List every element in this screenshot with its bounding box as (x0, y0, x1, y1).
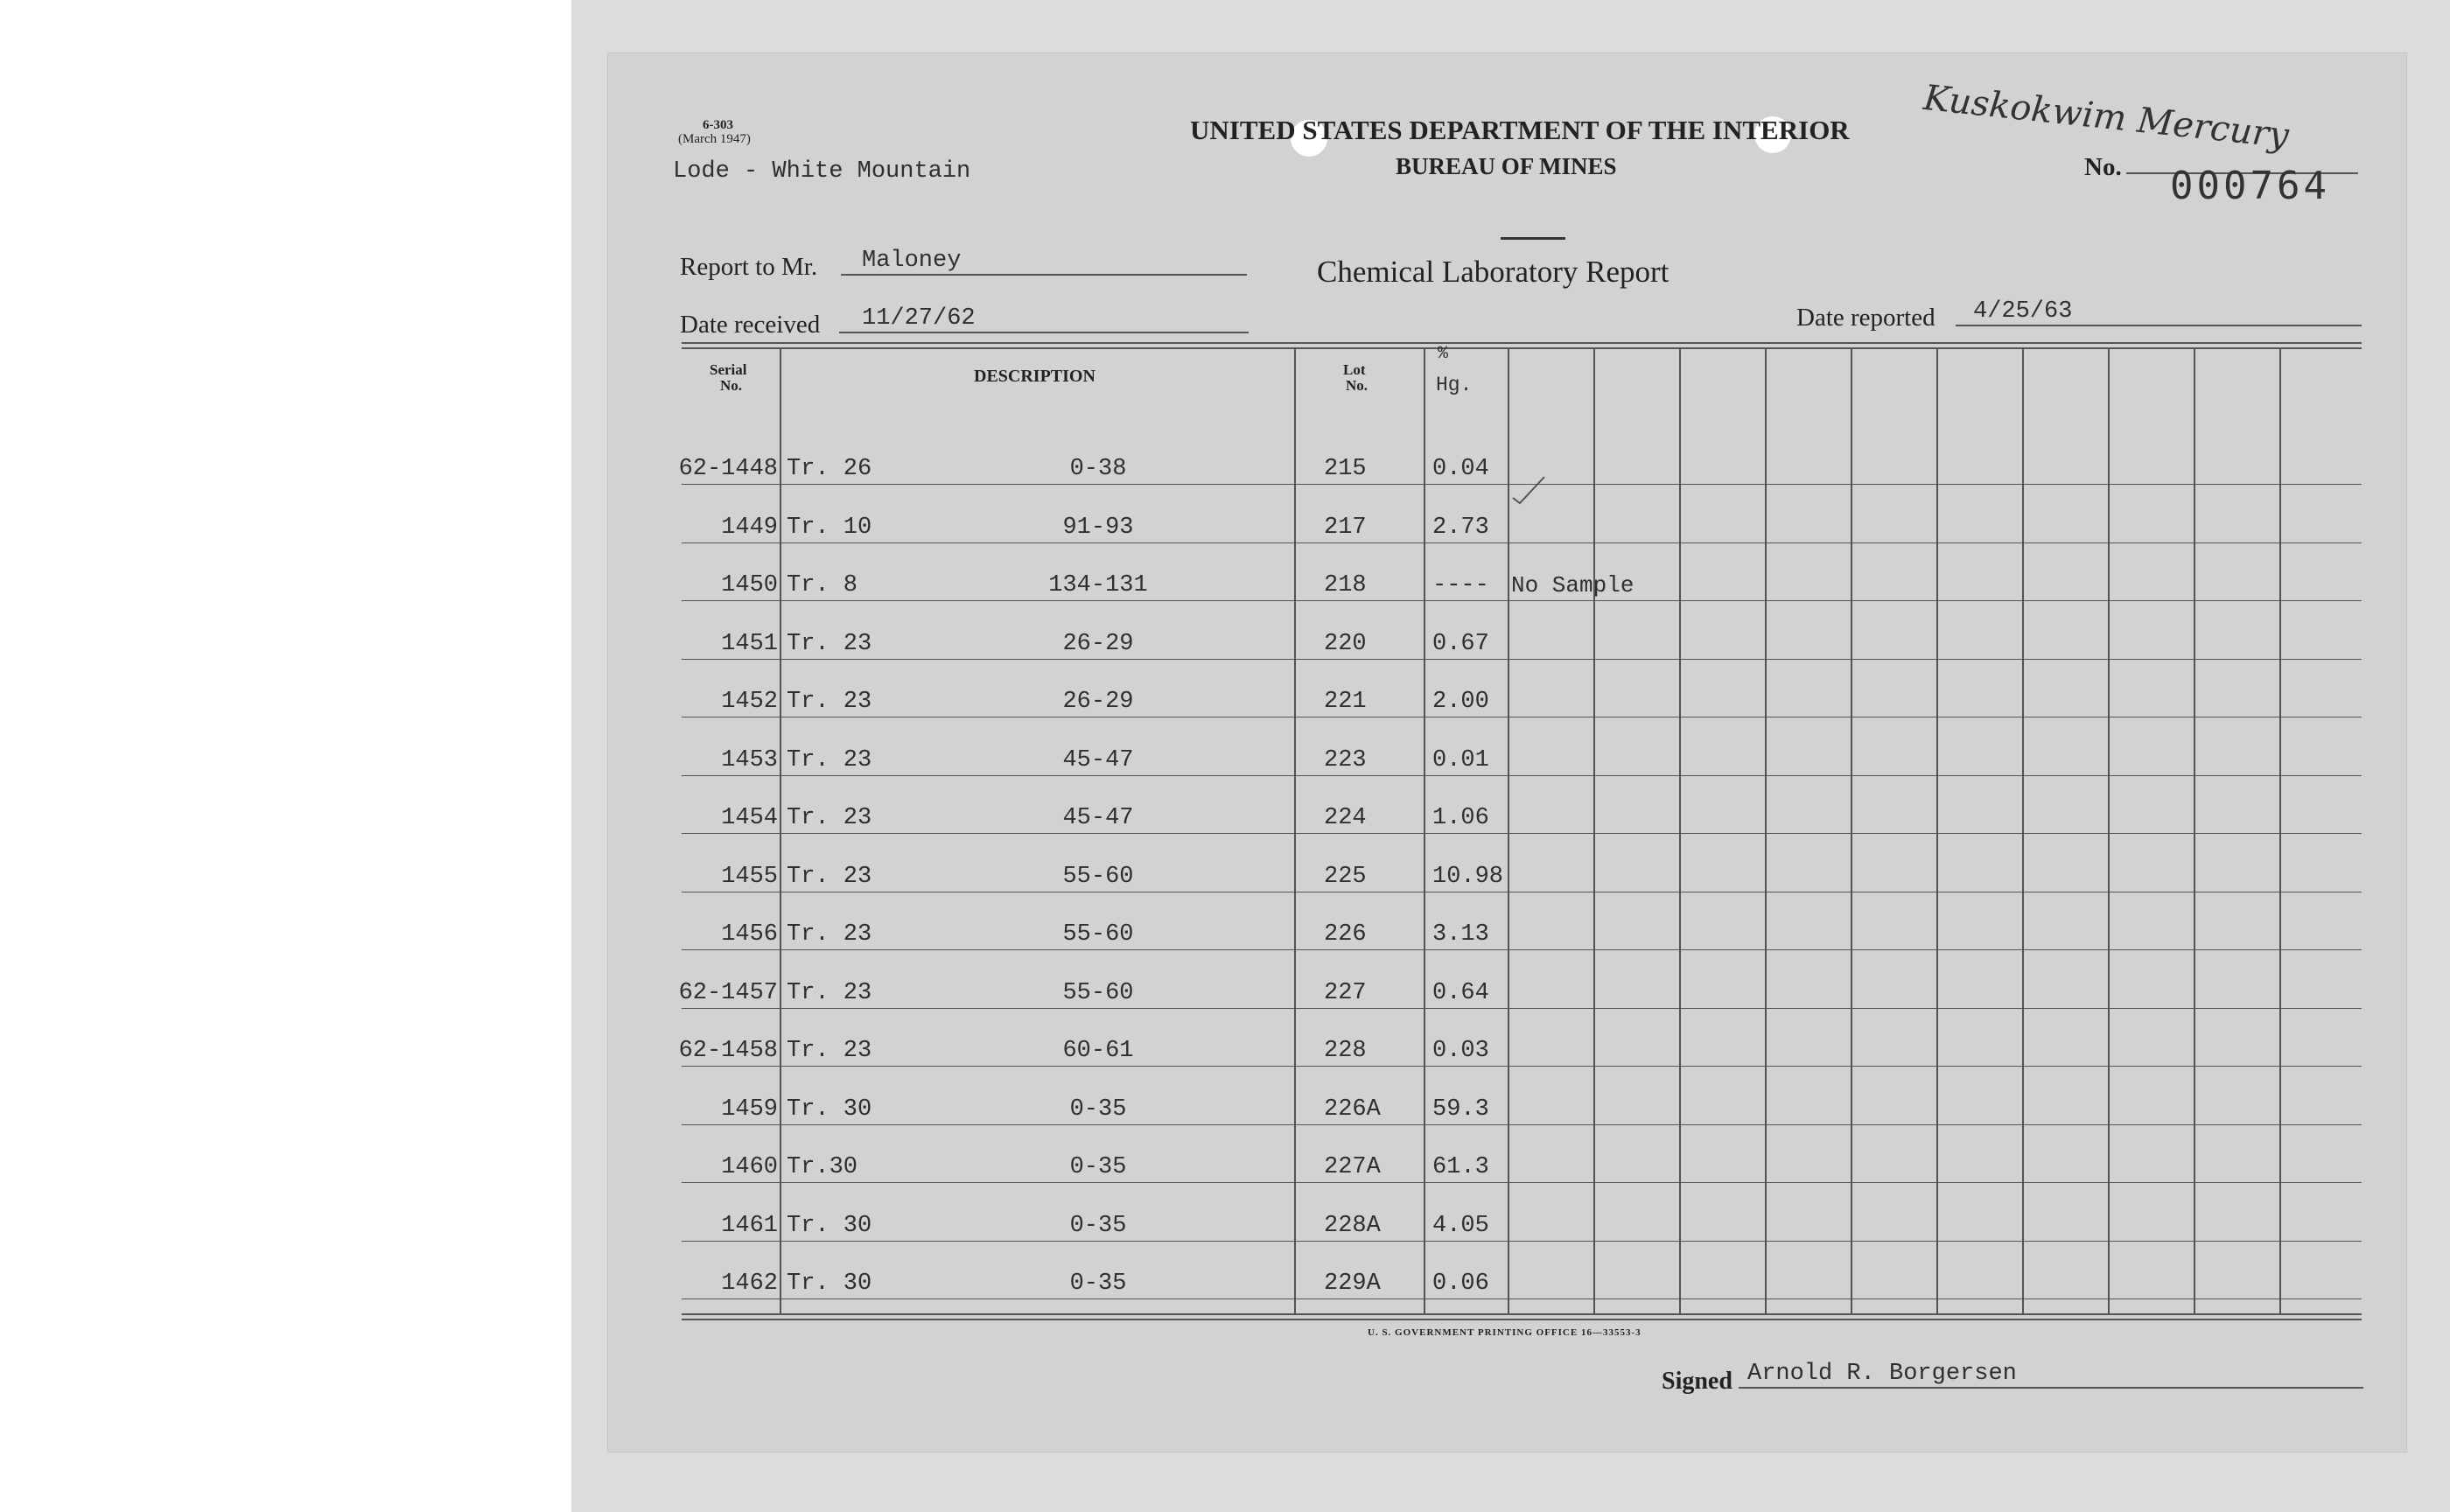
serial-cell: 1451 (721, 631, 778, 657)
depth-range-cell: 0-35 (1069, 1154, 1127, 1180)
column-divider-serial (780, 349, 781, 1313)
trench-cell: Tr. 23 (787, 980, 872, 1006)
signature-rule (1739, 1387, 2363, 1389)
signed-label: Signed (1662, 1368, 1732, 1395)
column-divider-lot (1424, 349, 1425, 1313)
blank-column-line (1936, 349, 1938, 1313)
serial-cell: 1454 (721, 805, 778, 831)
table-top-rule (682, 342, 2362, 344)
depth-range-cell: 55-60 (1062, 980, 1134, 1006)
hg-percent-cell: 0.01 (1432, 747, 1489, 774)
hg-percent-cell: 59.3 (1432, 1096, 1489, 1123)
date-reported-rule (1956, 325, 2362, 326)
lot-cell: 225 (1324, 864, 1367, 890)
report-number: 000764 (2170, 164, 2330, 208)
blank-column-line (2022, 349, 2024, 1313)
blank-column-line (1679, 349, 1681, 1313)
lot-cell: 228A (1324, 1213, 1381, 1239)
serial-cell: 1460 (721, 1154, 778, 1180)
trench-cell: Tr. 30 (787, 1270, 872, 1297)
table-bottom-rule-2 (682, 1319, 2362, 1320)
hg-percent-cell: ---- (1432, 572, 1489, 598)
header-hg: Hg. (1436, 374, 1473, 396)
lot-cell: 226A (1324, 1096, 1381, 1123)
depth-range-cell: 0-35 (1069, 1096, 1127, 1123)
department-heading: UNITED STATES DEPARTMENT OF THE INTERIOR (1190, 115, 1850, 145)
row-rule (682, 1298, 2362, 1299)
table-bottom-rule (682, 1313, 2362, 1315)
blank-column-line (2108, 349, 2110, 1313)
title-divider (1501, 237, 1565, 240)
report-to-label: Report to Mr. (680, 253, 818, 281)
blank-column-line (2194, 349, 2195, 1313)
row-rule (682, 659, 2362, 660)
lot-cell: 227 (1324, 980, 1367, 1006)
number-label: No. (2084, 153, 2122, 181)
serial-cell: 1456 (721, 921, 778, 948)
hg-percent-cell: 0.03 (1432, 1038, 1489, 1064)
lot-cell: 217 (1324, 514, 1367, 541)
serial-cell: 1461 (721, 1213, 778, 1239)
depth-range-cell: 134-131 (1048, 572, 1148, 598)
printer-note: U. S. GOVERNMENT PRINTING OFFICE 16—33553-3 (1368, 1327, 1642, 1338)
row-rule (682, 949, 2362, 950)
header-lot-no: No. (1346, 377, 1368, 394)
hg-percent-cell: 0.06 (1432, 1270, 1489, 1297)
hg-percent-cell: 0.64 (1432, 980, 1489, 1006)
trench-cell: Tr. 23 (787, 747, 872, 774)
depth-range-cell: 55-60 (1062, 921, 1134, 948)
serial-cell: 1462 (721, 1270, 778, 1297)
trench-cell: Tr. 23 (787, 689, 872, 715)
note-cell: No Sample (1511, 572, 1634, 598)
depth-range-cell: 91-93 (1062, 514, 1134, 541)
lot-cell: 228 (1324, 1038, 1367, 1064)
depth-range-cell: 26-29 (1062, 631, 1134, 657)
trench-cell: Tr.30 (787, 1154, 858, 1180)
row-rule (682, 1066, 2362, 1067)
row-rule (682, 1008, 2362, 1009)
form-date: (March 1947) (678, 132, 751, 146)
row-rule (682, 833, 2362, 834)
serial-cell: 1450 (721, 572, 778, 598)
lot-cell: 218 (1324, 572, 1367, 598)
blank-column-line (1593, 349, 1595, 1313)
depth-range-cell: 0-38 (1069, 456, 1127, 482)
lot-cell: 226 (1324, 921, 1367, 948)
depth-range-cell: 45-47 (1062, 805, 1134, 831)
table-top-rule-2 (682, 347, 2362, 349)
lot-cell: 220 (1324, 631, 1367, 657)
serial-cell: 1455 (721, 864, 778, 890)
trench-cell: Tr. 23 (787, 921, 872, 948)
header-percent: % (1438, 344, 1449, 364)
hg-percent-cell: 1.06 (1432, 805, 1489, 831)
row-rule (682, 1241, 2362, 1242)
trench-cell: Tr. 30 (787, 1096, 872, 1123)
report-title: Chemical Laboratory Report (1317, 255, 1670, 289)
date-received-value: 11/27/62 (862, 305, 976, 332)
serial-cell: 62-1457 (678, 980, 778, 1006)
blank-column-line (1765, 349, 1767, 1313)
lab-report-sheet (607, 52, 2407, 1452)
trench-cell: Tr. 8 (787, 572, 858, 598)
bureau-heading: BUREAU OF MINES (1396, 153, 1617, 179)
header-serial-no: No. (720, 377, 743, 394)
row-rule (682, 1182, 2362, 1183)
trench-cell: Tr. 23 (787, 631, 872, 657)
row-rule (682, 775, 2362, 776)
date-reported-value: 4/25/63 (1973, 298, 2073, 325)
row-rule (682, 717, 2362, 718)
report-to-value: Maloney (862, 248, 962, 274)
trench-cell: Tr. 23 (787, 1038, 872, 1064)
depth-range-cell: 45-47 (1062, 747, 1134, 774)
serial-cell: 1449 (721, 514, 778, 541)
hg-percent-cell: 2.00 (1432, 689, 1489, 715)
hg-percent-cell: 0.04 (1432, 456, 1489, 482)
serial-cell: 1453 (721, 747, 778, 774)
trench-cell: Tr. 30 (787, 1213, 872, 1239)
lot-cell: 215 (1324, 456, 1367, 482)
blank-column-line (1851, 349, 1852, 1313)
header-description: DESCRIPTION (974, 367, 1096, 386)
report-to-rule (841, 274, 1247, 276)
hg-percent-cell: 3.13 (1432, 921, 1489, 948)
hg-percent-cell: 2.73 (1432, 514, 1489, 541)
depth-range-cell: 60-61 (1062, 1038, 1134, 1064)
row-rule (682, 542, 2362, 543)
serial-cell: 1452 (721, 689, 778, 715)
depth-range-cell: 26-29 (1062, 689, 1134, 715)
lot-cell: 223 (1324, 747, 1367, 774)
depth-range-cell: 55-60 (1062, 864, 1134, 890)
hg-percent-cell: 61.3 (1432, 1154, 1489, 1180)
date-received-rule (839, 332, 1249, 333)
lot-cell: 224 (1324, 805, 1367, 831)
check-mark (1509, 472, 1548, 507)
lot-cell: 227A (1324, 1154, 1381, 1180)
trench-cell: Tr. 26 (787, 456, 872, 482)
depth-range-cell: 0-35 (1069, 1213, 1127, 1239)
trench-cell: Tr. 23 (787, 864, 872, 890)
depth-range-cell: 0-35 (1069, 1270, 1127, 1297)
trench-cell: Tr. 23 (787, 805, 872, 831)
lot-cell: 221 (1324, 689, 1367, 715)
blank-column-line (2279, 349, 2281, 1313)
serial-cell: 62-1448 (678, 456, 778, 482)
header-serial: Serial (710, 361, 747, 378)
trench-cell: Tr. 10 (787, 514, 872, 541)
handwritten-note: Kuskokwim Mercury (1922, 78, 2291, 157)
row-rule (682, 600, 2362, 601)
date-received-label: Date received (680, 311, 821, 339)
serial-cell: 62-1458 (678, 1038, 778, 1064)
row-rule (682, 1124, 2362, 1125)
lot-cell: 229A (1324, 1270, 1381, 1297)
serial-cell: 1459 (721, 1096, 778, 1123)
header-lot: Lot (1343, 361, 1366, 378)
hg-percent-cell: 4.05 (1432, 1213, 1489, 1239)
hg-percent-cell: 0.67 (1432, 631, 1489, 657)
column-divider-description (1294, 349, 1296, 1313)
form-number: 6-303 (703, 118, 733, 132)
lode-label: Lode - White Mountain (673, 158, 971, 185)
signed-value: Arnold R. Borgersen (1747, 1361, 2017, 1387)
hg-percent-cell: 10.98 (1432, 864, 1504, 890)
date-reported-label: Date reported (1796, 304, 1936, 332)
